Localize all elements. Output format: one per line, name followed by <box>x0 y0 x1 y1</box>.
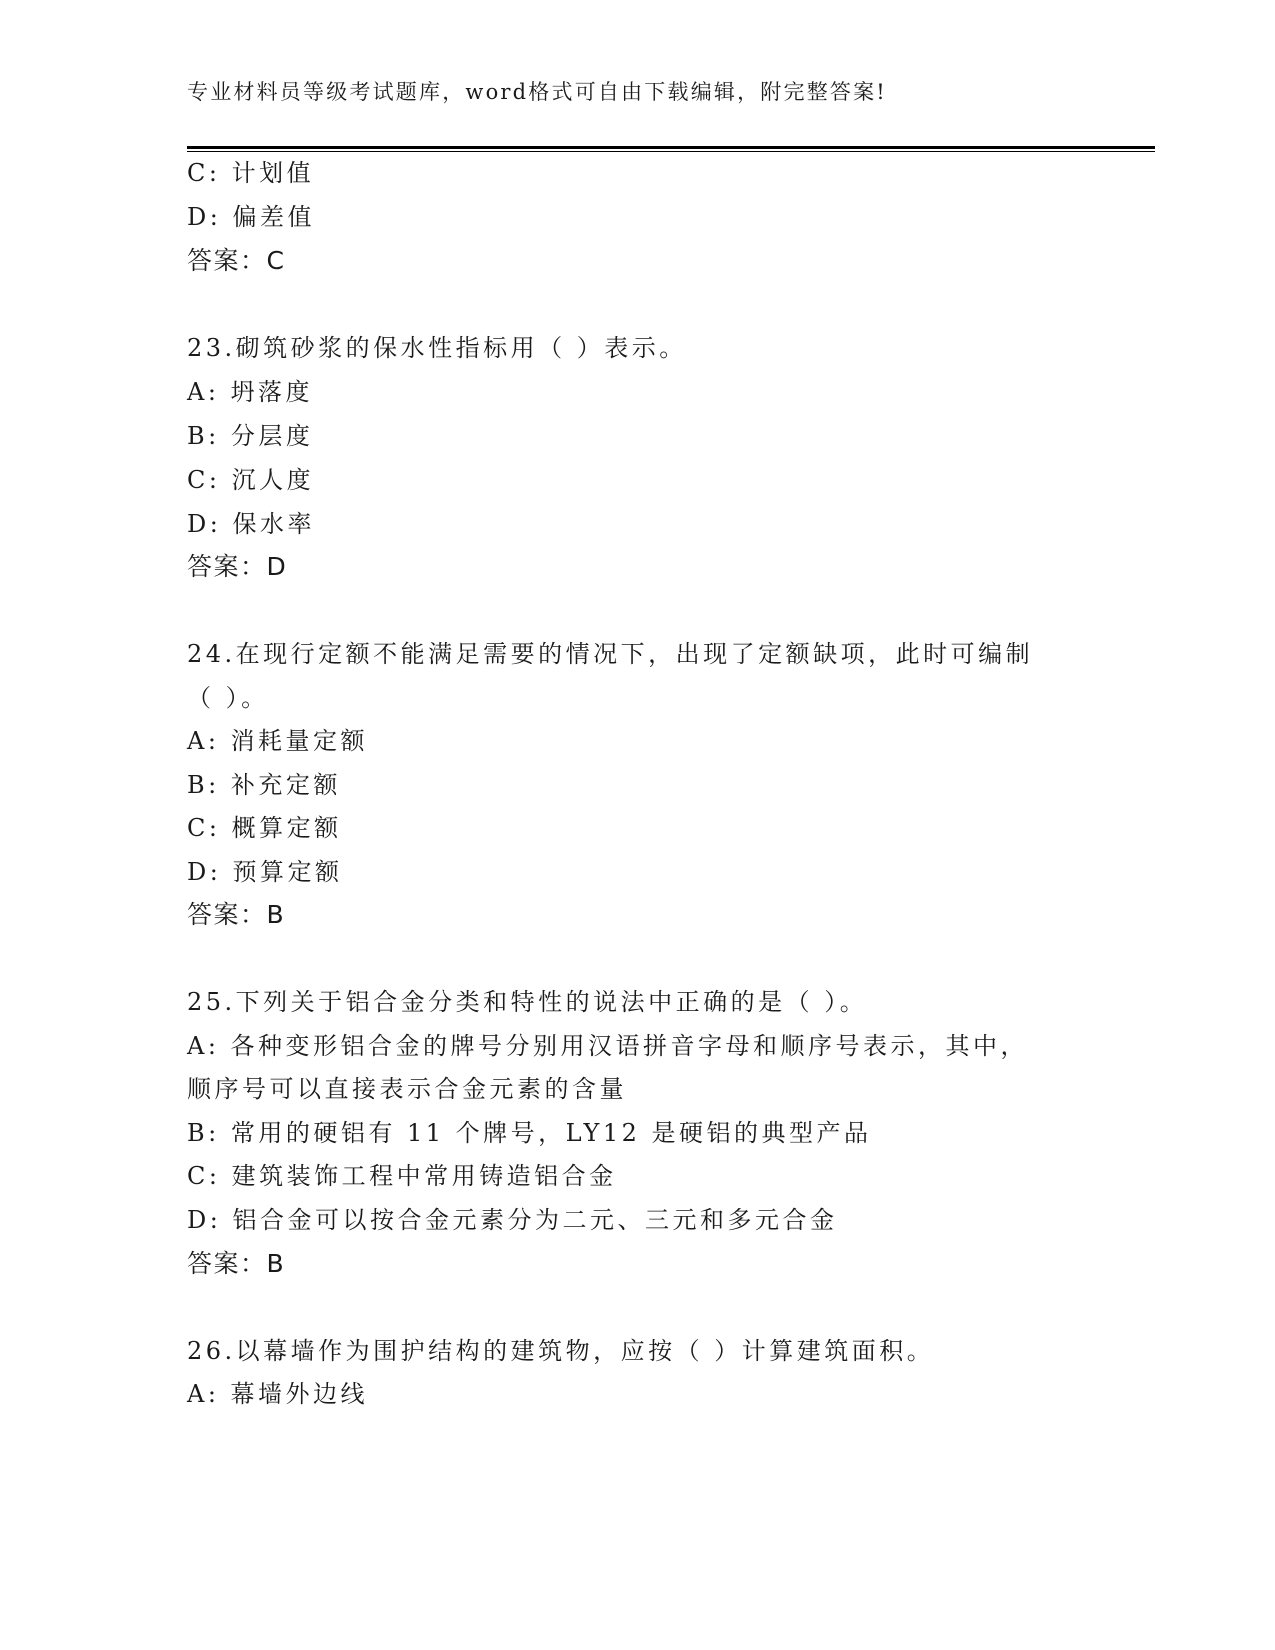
q24-option-d: D: 预算定额 <box>187 858 343 886</box>
q25-stem: 25.下列关于铝合金分类和特性的说法中正确的是（ ）。 <box>187 988 868 1016</box>
q25-option-c: C: 建筑装饰工程中常用铸造铝合金 <box>187 1162 617 1190</box>
q23-answer: 答案：D <box>187 552 288 581</box>
q24-option-b: B: 补充定额 <box>187 771 341 799</box>
q26-stem: 26.以幕墙作为围护结构的建筑物，应按（ ）计算建筑面积。 <box>187 1337 935 1365</box>
header-rule-thin <box>187 151 1155 152</box>
q23-option-d: D: 保水率 <box>187 510 315 538</box>
q25-answer: 答案：B <box>187 1249 286 1278</box>
page-header: 专业材料员等级考试题库，word格式可自由下载编辑，附完整答案! <box>187 80 887 104</box>
q26-option-a: A: 幕墙外边线 <box>187 1380 369 1408</box>
q22-answer: 答案：C <box>187 246 286 275</box>
q24-answer: 答案：B <box>187 900 286 929</box>
q23-stem: 23.砌筑砂浆的保水性指标用（ ）表示。 <box>187 334 687 362</box>
q24-stem-line2: （ ）。 <box>187 684 269 712</box>
q24-stem-line1: 24.在现行定额不能满足需要的情况下，出现了定额缺项，此时可编制 <box>187 640 1034 668</box>
q23-option-b: B: 分层度 <box>187 422 314 450</box>
q22-option-c: C: 计划值 <box>187 159 315 187</box>
q25-option-a-line2: 顺序号可以直接表示合金元素的含量 <box>187 1075 627 1103</box>
q24-option-a: A: 消耗量定额 <box>187 727 369 755</box>
q23-option-c: C: 沉人度 <box>187 466 315 494</box>
q25-option-b: B: 常用的硬铝有 11 个牌号，LY12 是硬铝的典型产品 <box>187 1119 872 1147</box>
q24-option-c: C: 概算定额 <box>187 814 342 842</box>
q23-option-a: A: 坍落度 <box>187 378 314 406</box>
q22-option-d: D: 偏差值 <box>187 203 315 231</box>
q25-option-a-line1: A: 各种变形铝合金的牌号分别用汉语拼音字母和顺序号表示，其中， <box>187 1032 1029 1060</box>
header-rule-thick <box>187 146 1155 149</box>
q25-option-d: D: 铝合金可以按合金元素分为二元、三元和多元合金 <box>187 1206 838 1234</box>
